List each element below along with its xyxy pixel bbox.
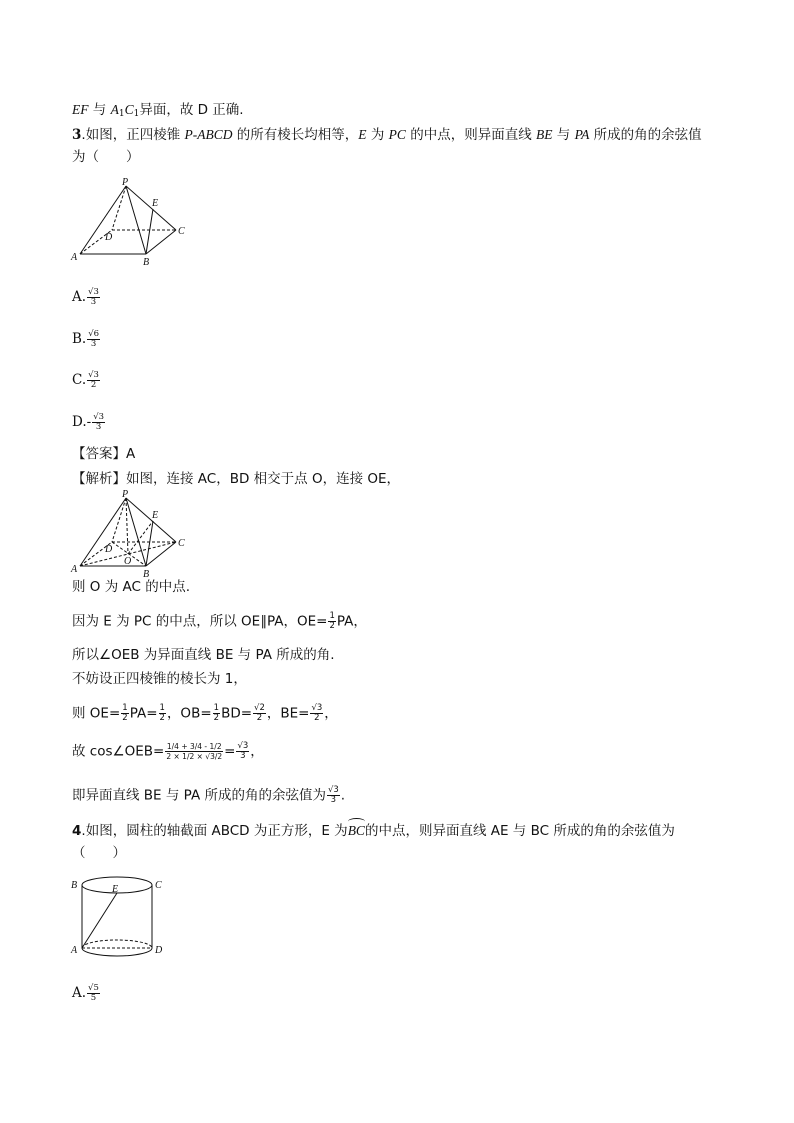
numerator: 1/4 + 3/4 - 1/2	[166, 742, 222, 751]
step-7	[72, 786, 345, 805]
point-a1: A	[110, 102, 119, 117]
fraction-root2-over-2	[253, 704, 266, 723]
numerator: 1	[329, 611, 335, 621]
text: .如图，圆柱的轴截面 ABCD 为正方形，E 为	[81, 823, 348, 839]
option-fraction	[87, 984, 100, 1003]
text: BD=	[221, 705, 253, 722]
option-c[interactable]	[72, 371, 101, 390]
option-label: B.	[72, 331, 87, 347]
numerator: √3	[88, 287, 99, 297]
label-b: B	[143, 569, 150, 580]
text: 与	[552, 127, 575, 143]
label-e: E	[112, 884, 119, 895]
numerator: √3	[311, 703, 323, 713]
option-label: C.	[72, 372, 87, 388]
label-d: D	[155, 945, 163, 956]
numerator: 1	[213, 703, 220, 713]
option-b[interactable]	[72, 330, 101, 349]
text: 与	[88, 102, 111, 118]
numerator: √6	[88, 329, 100, 339]
label-a: A	[71, 564, 78, 575]
question-number: 4	[72, 823, 82, 839]
option-d[interactable]	[72, 413, 106, 432]
denominator: 3	[95, 422, 102, 432]
question-number: 3	[72, 127, 82, 143]
text: 异面，故 D 正确.	[139, 102, 244, 118]
text: PA，	[336, 613, 367, 630]
text: 因为 E 为 PC 的中点，所以 OE∥PA，OE=	[72, 613, 328, 630]
pyramid-name: P-ABCD	[184, 127, 233, 142]
label-d: D	[105, 232, 113, 243]
text: 的中点，则异面直线	[405, 127, 536, 143]
label-e: E	[152, 198, 159, 209]
label-c: C	[155, 880, 162, 891]
fraction-root3-over-2	[310, 704, 323, 723]
continuation-line	[72, 101, 244, 123]
option-fraction	[87, 330, 100, 349]
question-4-stem-line1	[72, 822, 675, 840]
arc-bc	[348, 822, 365, 840]
label-c: C	[178, 538, 185, 549]
pyramid-figure-with-o	[68, 488, 198, 580]
numerator: 1	[159, 703, 165, 713]
numerator: √3	[327, 785, 339, 795]
label-o: O	[124, 556, 132, 567]
denominator: 2 × 1/2 × √3/2	[166, 752, 223, 761]
label-a: A	[71, 945, 78, 956]
numerator: √3	[237, 741, 249, 751]
label-d: D	[105, 544, 113, 555]
step-5	[72, 704, 338, 723]
analysis-line1	[72, 470, 400, 488]
numerator: 1	[122, 703, 128, 713]
option-fraction	[87, 371, 100, 390]
denominator: 2	[314, 713, 320, 723]
option-fraction	[87, 288, 100, 307]
text: 的所有棱长均相等，	[232, 127, 359, 143]
text: .如图，正四棱锥	[81, 127, 185, 143]
text: ，OB=	[166, 705, 212, 722]
numerator: √3	[93, 412, 105, 422]
text: 的中点，则异面直线 AE 与 BC 所成的角的余弦值为	[364, 823, 675, 839]
text: ，	[324, 705, 338, 722]
step-1: 则 O 为 AC 的中点.	[72, 579, 191, 595]
option-label: A.	[72, 985, 87, 1001]
fraction-half	[121, 704, 128, 723]
denominator: 3	[240, 751, 246, 761]
option-label: D.-	[72, 414, 92, 430]
denominator: 2	[90, 380, 97, 390]
fraction-half	[159, 704, 166, 723]
text: PA=	[129, 705, 158, 722]
segment-ef: EF	[72, 102, 89, 117]
denominator: 2	[213, 713, 220, 723]
denominator: 2	[256, 713, 263, 723]
question-3-stem-line1	[72, 126, 702, 144]
text: 如图，连接 AC，BD 相交于点 O，连接 OE，	[126, 471, 401, 487]
arc-mark	[348, 818, 365, 825]
question-4-stem-line2: （ ）	[72, 845, 126, 861]
step-4: 不妨设正四棱锥的棱长为 1，	[72, 671, 247, 687]
cosine-fraction	[165, 742, 223, 761]
denominator: 3	[330, 795, 337, 805]
text: 所成的角的余弦值	[589, 127, 702, 143]
numerator: √3	[88, 370, 99, 380]
denominator: 2	[122, 713, 128, 723]
label-b: B	[71, 880, 78, 891]
fraction-root3-over-3	[327, 786, 340, 805]
text: =	[224, 743, 236, 760]
cylinder-figure	[68, 870, 178, 970]
fraction-half	[213, 704, 220, 723]
text: 故 cos∠OEB=	[72, 743, 165, 760]
label-a: A	[71, 252, 78, 263]
label-b: B	[143, 257, 150, 268]
text: ，	[250, 743, 264, 760]
arc-label: BC	[347, 823, 365, 838]
text: 则 OE=	[72, 705, 121, 722]
segment-be: BE	[536, 127, 553, 142]
segment-pc: PC	[388, 127, 406, 142]
text: 即异面直线 BE 与 PA 所成的角的余弦值为	[72, 787, 326, 804]
option-a[interactable]	[72, 288, 101, 307]
analysis-head: 【解析】	[72, 471, 126, 487]
subscript: 1	[118, 109, 125, 119]
text: .	[340, 787, 346, 804]
option-label: A.	[72, 289, 87, 305]
text: 为	[366, 127, 389, 143]
label-p: P	[122, 177, 129, 188]
denominator: 5	[90, 993, 97, 1003]
subscript: 1	[133, 109, 140, 119]
label-e: E	[152, 510, 159, 521]
numerator: √2	[254, 703, 265, 713]
segment-pa: PA	[574, 127, 590, 142]
step-6	[72, 742, 264, 761]
step-3: 所以∠OEB 为异面直线 BE 与 PA 所成的角.	[72, 647, 335, 663]
denominator: 2	[329, 621, 335, 631]
step-2	[72, 612, 367, 631]
option-fraction	[92, 413, 105, 432]
numerator: √5	[88, 983, 99, 993]
fraction-root3-over-3	[236, 742, 249, 761]
pyramid-figure	[68, 176, 198, 268]
point-c1: C	[124, 102, 134, 117]
label-c: C	[178, 226, 185, 237]
fraction-half	[328, 612, 335, 631]
option-a[interactable]	[72, 984, 101, 1003]
answer: 【答案】A	[72, 446, 136, 462]
text: ，BE=	[266, 705, 310, 722]
denominator: 3	[90, 297, 97, 307]
point-e: E	[358, 127, 367, 142]
denominator: 3	[90, 339, 97, 349]
question-3-stem-line2: 为（ ）	[72, 149, 140, 165]
denominator: 2	[159, 713, 165, 723]
label-p: P	[122, 489, 129, 500]
